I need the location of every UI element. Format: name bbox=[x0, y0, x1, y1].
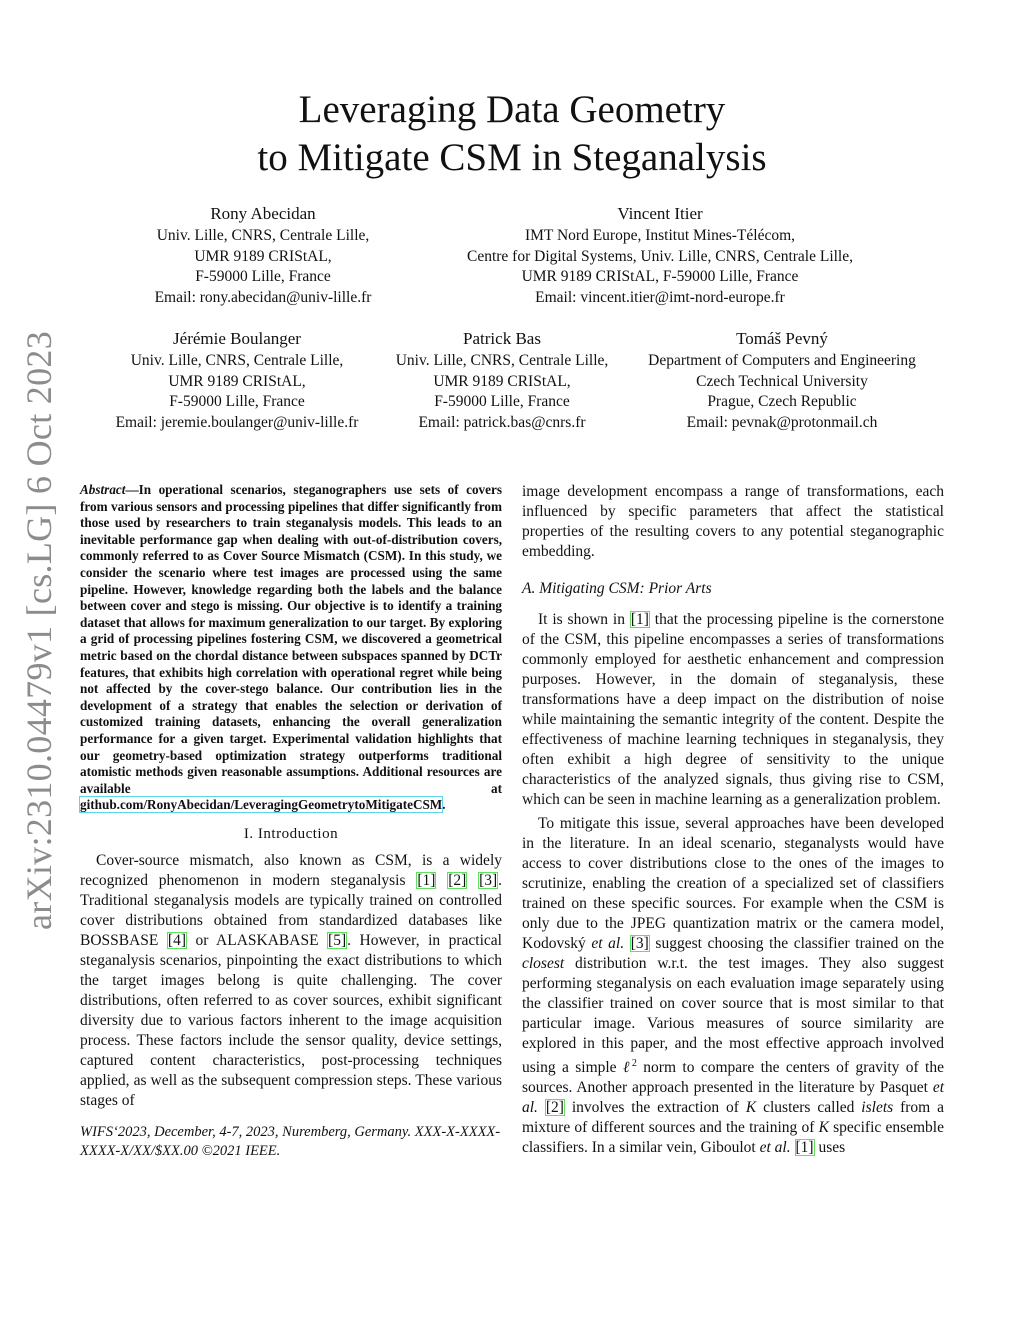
citation-link[interactable]: [3] bbox=[479, 871, 498, 889]
citation-link[interactable]: [3] bbox=[630, 935, 649, 952]
ell-symbol: ℓ bbox=[622, 1059, 632, 1077]
conference-footnote: WIFS‘2023, December, 4-7, 2023, Nuremberg, Germany. XXX-X-XXXX-XXXX-X/XX/$XX.00 ©2021 IEEE. bbox=[80, 1123, 501, 1159]
math-variable: K bbox=[818, 1119, 829, 1137]
title-line-2: to Mitigate CSM in Steganalysis bbox=[257, 136, 767, 179]
title-line-1: Leveraging Data Geometry bbox=[298, 88, 726, 131]
text-run: Cover-source mismatch, also known as CSM, is a widely recognized phenomenon in modern steganalysis bbox=[80, 851, 502, 889]
abstract-end: . bbox=[442, 797, 446, 813]
text-run: To mitigate this issue, several approaches have been developed in the literature. In an ideal scenario, steganalysts would have access to cover distributions close to the ones of the images to scrutinize, enabling the creation of a specialized set of classifiers trained on these specific sources. For example when the CSM is only due to the JPEG quantization matrix or the camera model, Kodovský bbox=[522, 815, 944, 952]
text-run: islets bbox=[861, 1099, 894, 1117]
right-column bbox=[522, 482, 944, 1158]
author-patrick-bas bbox=[380, 328, 624, 433]
author-affiliation-line: UMR 9189 CRIStAL, bbox=[433, 372, 571, 390]
text-run: that the processing pipeline is the cornerstone of the CSM, this pipeline encompasses a series of transformations commonly employed for aesthetic enhancement and compression purposes. However, in the domain of steganalysis, these transformations have a deep impact on the distribution of noise while maintaining the semantic integrity of the content. Despite the effectiveness of machine learning techniques in steganalysis, they often exhibit a high degree of sensitivity to the unique characteristics of the analyzed signals, thus giving rise to CSM, which can be seen in machine learning as a generalization problem. bbox=[522, 611, 944, 808]
author-affiliation-line: Univ. Lille, CNRS, Centrale Lille, bbox=[395, 352, 609, 369]
author-affiliation-line: IMT Nord Europe, Institut Mines-Télécom, bbox=[524, 227, 796, 244]
text-run: clusters called bbox=[756, 1099, 862, 1117]
author-affiliation-line: Univ. Lille, CNRS, Centrale Lille, bbox=[156, 227, 370, 244]
intro-paragraph bbox=[80, 851, 502, 1111]
text-run: specific ensemble classifiers. In a similar vein, Giboulot bbox=[522, 1119, 944, 1157]
prior-arts-paragraph-1 bbox=[522, 610, 944, 810]
author-name: Tomáš Pevný bbox=[736, 329, 828, 348]
abstract-text: In operational scenarios, steganographers use sets of covers from various sensors and processing pipelines that differ significantly from those used by researchers to train steganalysis models. This leads to an inevitable performance gap when dealing with out-of-distribution covers, commonly referred to as Cover Source Mismatch (CSM). In this study, we consider the scenario where test images are processed using the same pipeline. However, knowledge regarding both the labels and the balance between cover and stego is missing. Our objective is to identify a training dataset that allows for maximum generalization to our target. By exploring a grid of processing pipelines fostering CSM, we discovered a geometrical metric based on the chordal distance between subspaces spanned by DCTr features, that exhibits high correlation with operational regret while being not affected by the cover-stego balance. Our contribution lies in the development of a strategy that enables the selection or derivation of customized training datasets, enhancing the overall generalization performance for a given target. Experimental validation highlights that our geometry-based optimization strategy outperforms traditional atomistic methods given reasonable assumptions. Additional resources are available at bbox=[80, 482, 502, 796]
author-affiliation-line: Univ. Lille, CNRS, Centrale Lille, bbox=[130, 352, 344, 369]
author-email: Email: jeremie.boulanger@univ-lille.fr bbox=[115, 413, 359, 431]
abstract bbox=[80, 482, 502, 814]
citation-link[interactable]: [5] bbox=[328, 931, 347, 949]
author-affiliation-line: UMR 9189 CRIStAL, bbox=[168, 372, 306, 390]
citation-link[interactable]: [1] bbox=[417, 871, 436, 889]
text-run: et al. bbox=[591, 935, 625, 952]
continued-paragraph: image development encompass a range of transformations, each influenced by specific parameters that affect the statistical properties of the resulting covers to any potential steganographic embedding. bbox=[522, 483, 944, 560]
author-rony-abecidan bbox=[143, 203, 383, 308]
author-email: Email: patrick.bas@cnrs.fr bbox=[418, 413, 586, 431]
author-affiliation-line: Czech Technical University bbox=[696, 372, 868, 390]
text-run: It is shown in bbox=[538, 611, 630, 628]
math-variable: K bbox=[745, 1099, 757, 1117]
resources-link[interactable]: github.com/RonyAbecidan/LeveragingGeometrytoMitigateCSM bbox=[80, 797, 443, 813]
text-run: suggest choosing the classifier trained on the bbox=[649, 935, 944, 952]
subsection-heading-prior-arts: A. Mitigating CSM: Prior Arts bbox=[522, 580, 712, 597]
superscript: 2 bbox=[631, 1058, 637, 1069]
text-run: norm to compare the centers of gravity of the sources. Another approach presented in the literature by Pasquet bbox=[522, 1059, 944, 1097]
author-jeremie-boulanger bbox=[104, 328, 370, 433]
text-run: uses bbox=[814, 1139, 846, 1157]
section-heading-introduction: I. Introduction bbox=[243, 825, 339, 842]
author-tomas-pevny bbox=[632, 328, 932, 433]
author-email: Email: pevnak@protonmail.ch bbox=[686, 413, 878, 431]
author-affiliation-line: F-59000 Lille, France bbox=[169, 393, 305, 410]
author-vincent-itier bbox=[440, 203, 880, 308]
author-email: Email: rony.abecidan@univ-lille.fr bbox=[154, 288, 372, 306]
author-name: Jérémie Boulanger bbox=[173, 329, 301, 348]
citation-link[interactable]: [4] bbox=[167, 931, 186, 949]
text-run: . However, in practical steganalysis scenarios, pinpointing the exact distributions to which the target images belong is quite challenging. The cover distributions, often referred to as cover sources, exhibit significant diversity due to various factors inherent to the image acquisition process. These factors include the sensor quality, device settings, captured content characteristics, post-processing techniques applied, as well as the subsequent compression steps. These various stages of bbox=[80, 931, 502, 1109]
author-name: Patrick Bas bbox=[463, 329, 541, 348]
text-run: or ALASKABASE bbox=[186, 931, 328, 949]
text-run: closest bbox=[522, 955, 565, 972]
prior-arts-paragraph-2 bbox=[522, 814, 944, 1158]
abstract-label: Abstract bbox=[80, 482, 126, 497]
paper-title bbox=[0, 86, 1024, 182]
author-affiliation-line: UMR 9189 CRIStAL, bbox=[194, 247, 332, 265]
author-affiliation-line: UMR 9189 CRIStAL, F-59000 Lille, France bbox=[521, 268, 799, 285]
text-run: involves the extraction of bbox=[564, 1099, 746, 1117]
text-run: . Traditional steganalysis models are typically trained on controlled cover distributions obtained from standardized databases like BOSSBASE bbox=[80, 871, 503, 949]
author-affiliation-line: Centre for Digital Systems, Univ. Lille, CNRS, Centrale Lille, bbox=[466, 247, 853, 265]
abstract-dash: — bbox=[125, 482, 139, 497]
citation-link[interactable]: [2] bbox=[545, 1099, 564, 1117]
arxiv-identifier: arXiv:2310.04479v1 [cs.LG] 6 Oct 2023 bbox=[19, 331, 59, 930]
text-run: from a mixture of different sources and the training of bbox=[522, 1099, 945, 1137]
author-affiliation-line: Prague, Czech Republic bbox=[707, 393, 857, 410]
text-run: et al. bbox=[522, 1079, 944, 1117]
author-affiliation-line: F-59000 Lille, France bbox=[434, 393, 570, 410]
text-run: distribution w.r.t. the test images. They also suggest performing steganalysis on each evaluation image separately using the classifier trained on cover source that is most similar to that particular image. Various measures of source similarity are explored in this paper, and the most effective approach involved using a simple bbox=[522, 955, 944, 1077]
citation-link[interactable]: [1] bbox=[630, 611, 649, 628]
author-affiliation-line: F-59000 Lille, France bbox=[195, 268, 331, 285]
author-affiliation-line: Department of Computers and Engineering bbox=[648, 352, 916, 369]
left-column bbox=[80, 482, 502, 1161]
citation-link[interactable]: [2] bbox=[448, 871, 467, 889]
author-email: Email: vincent.itier@imt-nord-europe.fr bbox=[535, 288, 785, 306]
author-name: Vincent Itier bbox=[617, 204, 703, 223]
text-run: et al. bbox=[759, 1139, 791, 1157]
author-name: Rony Abecidan bbox=[210, 204, 316, 223]
citation-link[interactable]: [1] bbox=[795, 1139, 814, 1157]
